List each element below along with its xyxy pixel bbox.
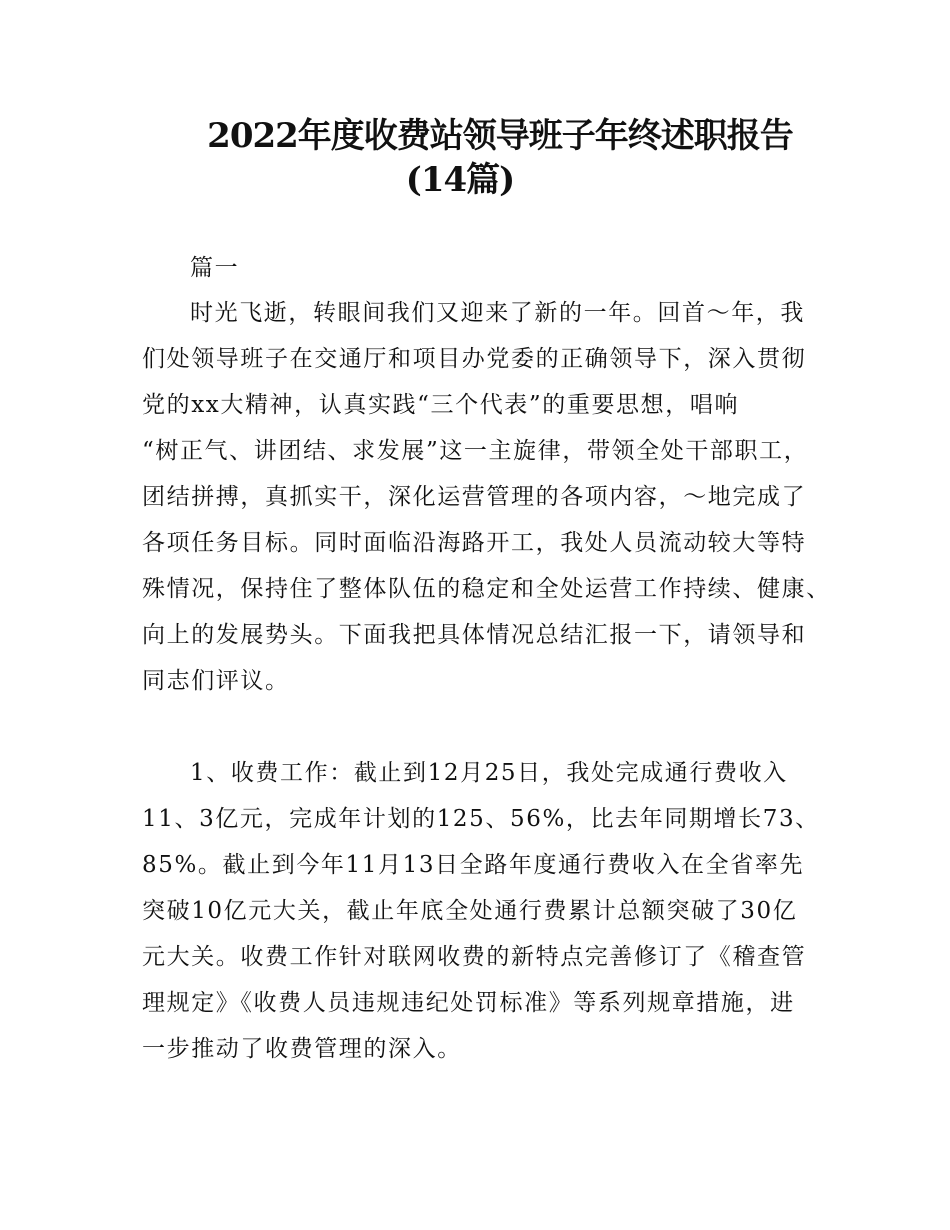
paragraph-line: 突破10亿元大关，截止年底全处通行费累计总额突破了30亿 — [142, 898, 798, 924]
paragraph-line: 时光飞逝，转眼间我们又迎来了新的一年。回首～年，我 — [190, 300, 805, 326]
paragraph-line: 元大关。收费工作针对联网收费的新特点完善修订了《稽查管 — [142, 944, 807, 970]
paragraph-line: 殊情况，保持住了整体队伍的稳定和全处运营工作持续、健康、 — [142, 576, 831, 602]
paragraph-line: 理规定》《收费人员违规违纪处罚标准》等系列规章措施，进 — [142, 990, 795, 1016]
paragraph-line: 党的xx大精神，认真实践“三个代表”的重要思想，唱响 — [142, 392, 740, 418]
document-title-count: (14篇) — [405, 160, 515, 200]
section-heading: 篇一 — [190, 255, 240, 281]
paragraph-line: 一步推动了收费管理的深入。 — [142, 1036, 462, 1062]
paragraph-line: “树正气、讲团结、求发展”这一主旋律，带领全处干部职工， — [142, 438, 809, 464]
paragraph-line: 团结拼搏，真抓实干，深化运营管理的各项内容，～地完成了 — [142, 484, 807, 510]
paragraph-line: 们处领导班子在交通厅和项目办党委的正确领导下，深入贯彻 — [142, 346, 807, 372]
document-title: 2022年度收费站领导班子年终述职报告 — [207, 116, 793, 156]
paragraph-line: 同志们评议。 — [142, 668, 290, 694]
paragraph-line: 11、3亿元，完成年计划的125、56%，比去年同期增长73、 — [142, 806, 820, 832]
paragraph-line: 1、收费工作：截止到12月25日，我处完成通行费收入 — [190, 760, 788, 786]
paragraph-line: 向上的发展势头。下面我把具体情况总结汇报一下，请领导和 — [142, 622, 807, 648]
paragraph-line: 85%。截止到今年11月13日全路年度通行费收入在全省率先 — [142, 852, 805, 878]
paragraph-line: 各项任务目标。同时面临沿海路开工，我处人员流动较大等特 — [142, 530, 807, 556]
